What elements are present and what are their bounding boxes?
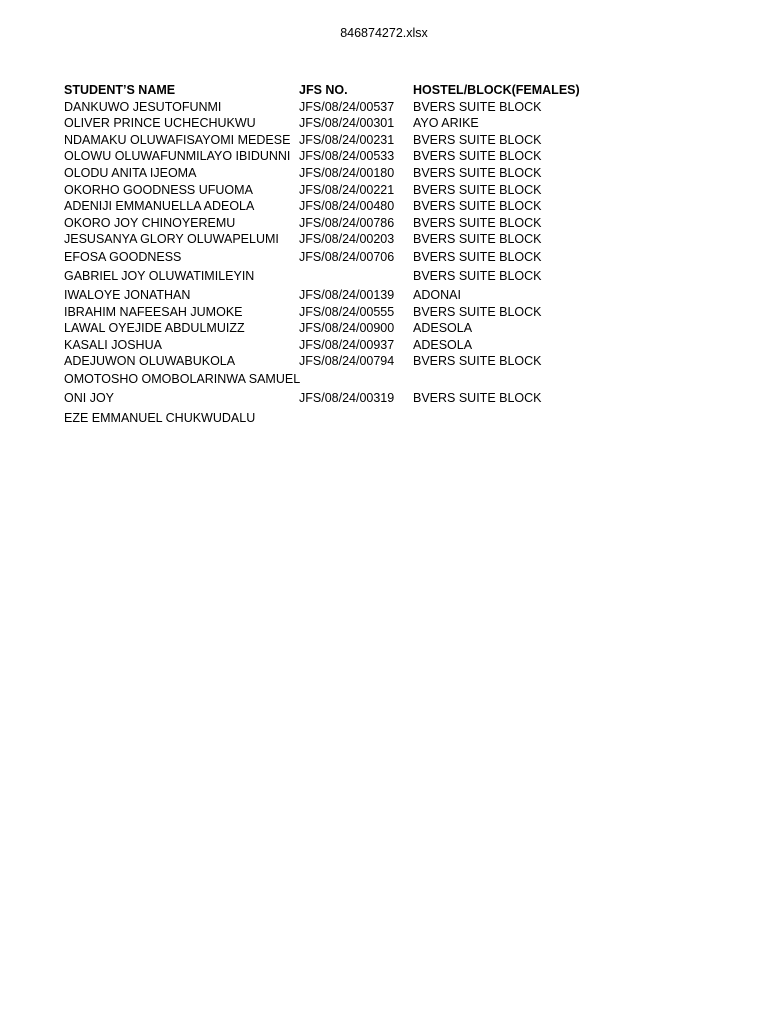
student-name-cell: GABRIEL JOY OLUWATIMILEYIN xyxy=(64,269,255,284)
jfs-number-cell: JFS/08/24/00537 xyxy=(299,99,395,114)
student-name-cell: OMOTOSHO OMOBOLARINWA SAMUEL xyxy=(64,371,301,386)
student-name-cell: OLODU ANITA IJEOMA xyxy=(64,165,197,180)
hostel-block-cell: BVERS SUITE BLOCK xyxy=(413,304,542,319)
hostel-block-cell: BVERS SUITE BLOCK xyxy=(413,269,542,284)
jfs-number-cell: JFS/08/24/00231 xyxy=(299,132,395,147)
hostel-block-cell: BVERS SUITE BLOCK xyxy=(413,149,542,164)
hostel-block-cell: BVERS SUITE BLOCK xyxy=(413,99,542,114)
student-name-cell: OLOWU OLUWAFUNMILAYO IBIDUNNI xyxy=(64,149,291,164)
jfs-number-cell: JFS/08/24/00555 xyxy=(299,304,395,319)
hostel-block-cell: BVERS SUITE BLOCK xyxy=(413,354,542,369)
jfs-number-cell: JFS/08/24/00794 xyxy=(299,354,395,369)
jfs-number-cell: JFS/08/24/00480 xyxy=(299,199,395,214)
hostel-block-cell: BVERS SUITE BLOCK xyxy=(413,182,542,197)
header-jfs-no: JFS NO. xyxy=(299,83,348,97)
jfs-number-cell: JFS/08/24/00900 xyxy=(299,321,395,336)
header-student-name: STUDENT’S NAME xyxy=(64,83,176,97)
student-name-cell: DANKUWO JESUTOFUNMI xyxy=(64,99,222,114)
student-name-cell: EFOSA GOODNESS xyxy=(64,249,182,264)
student-name-cell: OLIVER PRINCE UCHECHUKWU xyxy=(64,116,256,131)
jfs-number-cell: JFS/08/24/00706 xyxy=(299,249,395,264)
jfs-number-cell: JFS/08/24/00203 xyxy=(299,232,395,247)
hostel-block-cell: BVERS SUITE BLOCK xyxy=(413,199,542,214)
hostel-block-cell: BVERS SUITE BLOCK xyxy=(413,165,542,180)
jfs-number-cell: JFS/08/24/00180 xyxy=(299,165,395,180)
hostel-block-cell: BVERS SUITE BLOCK xyxy=(413,391,542,406)
hostel-block-cell: ADESOLA xyxy=(413,321,473,336)
student-name-cell: OKORHO GOODNESS UFUOMA xyxy=(64,182,253,197)
student-name-cell: KASALI JOSHUA xyxy=(64,337,162,352)
header-hostel-block: HOSTEL/BLOCK(FEMALES) xyxy=(413,83,580,97)
jfs-number-cell: JFS/08/24/00786 xyxy=(299,215,395,230)
student-name-cell: OKORO JOY CHINOYEREMU xyxy=(64,215,236,230)
jfs-number-cell: JFS/08/24/00221 xyxy=(299,182,395,197)
student-name-cell: LAWAL OYEJIDE ABDULMUIZZ xyxy=(64,321,245,336)
hostel-block-cell: BVERS SUITE BLOCK xyxy=(413,232,542,247)
student-name-cell: ONI JOY xyxy=(64,391,115,406)
document-title: 846874272.xlsx xyxy=(340,26,428,40)
student-name-cell: ADEJUWON OLUWABUKOLA xyxy=(64,354,236,369)
hostel-block-cell: AYO ARIKE xyxy=(413,116,479,131)
jfs-number-cell: JFS/08/24/00533 xyxy=(299,149,395,164)
hostel-block-cell: BVERS SUITE BLOCK xyxy=(413,249,542,264)
student-name-cell: ADENIJI EMMANUELLA ADEOLA xyxy=(64,199,255,214)
jfs-number-cell: JFS/08/24/00319 xyxy=(299,391,395,406)
hostel-block-cell: BVERS SUITE BLOCK xyxy=(413,132,542,147)
hostel-block-cell: ADESOLA xyxy=(413,337,473,352)
jfs-number-cell: JFS/08/24/00139 xyxy=(299,287,395,302)
student-name-cell: NDAMAKU OLUWAFISAYOMI MEDESE xyxy=(64,132,291,147)
jfs-number-cell: JFS/08/24/00937 xyxy=(299,337,395,352)
jfs-number-cell: JFS/08/24/00301 xyxy=(299,116,395,131)
student-name-cell: IBRAHIM NAFEESAH JUMOKE xyxy=(64,304,243,319)
student-name-cell: JESUSANYA GLORY OLUWAPELUMI xyxy=(64,232,279,247)
hostel-block-cell: ADONAI xyxy=(413,287,461,302)
hostel-block-cell: BVERS SUITE BLOCK xyxy=(413,215,542,230)
student-name-cell: EZE EMMANUEL CHUKWUDALU xyxy=(64,410,256,425)
student-name-cell: IWALOYE JONATHAN xyxy=(64,287,191,302)
